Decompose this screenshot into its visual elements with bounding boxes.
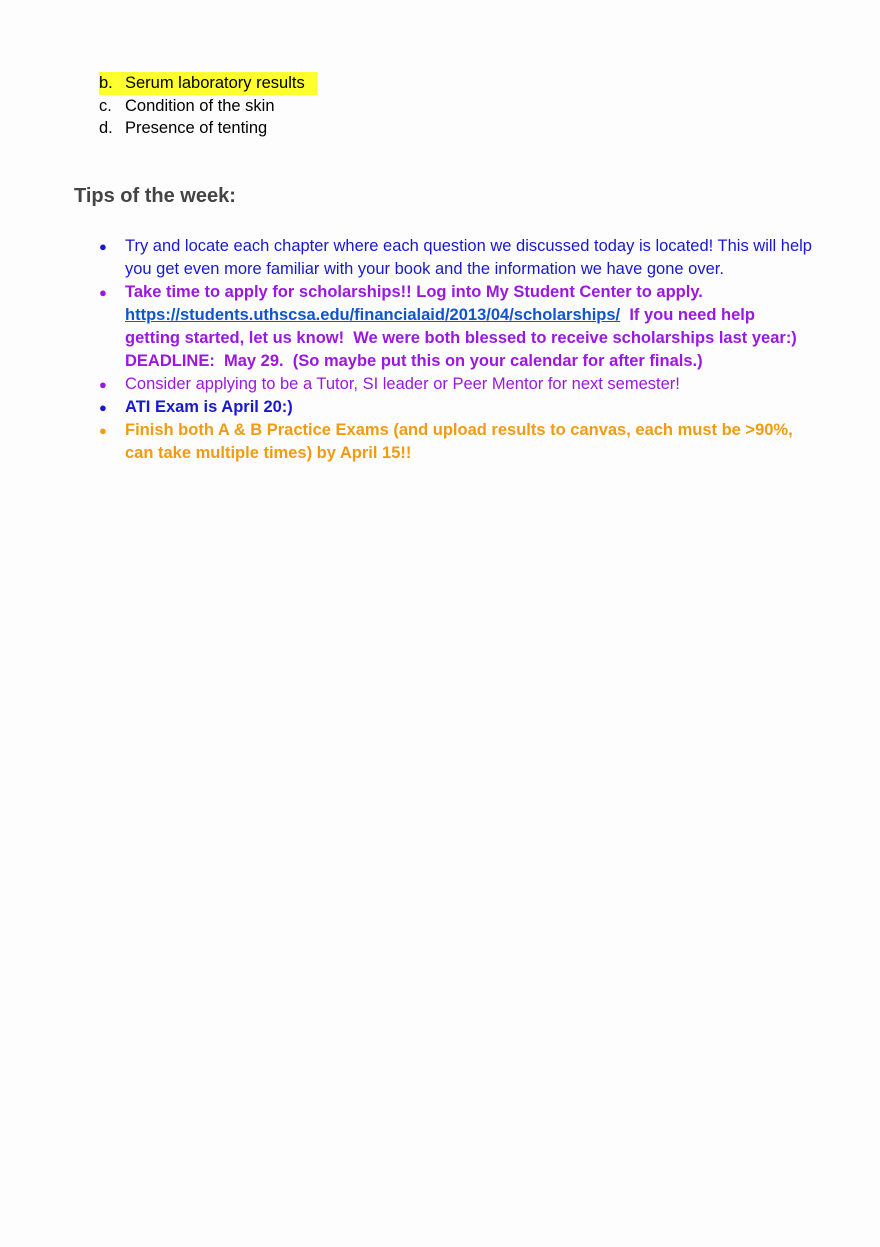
tip-item — [99, 235, 814, 281]
option-text: Condition of the skin — [125, 96, 275, 115]
option-text: Presence of tenting — [125, 119, 268, 137]
option-letter: b. — [99, 74, 113, 92]
section-heading: Tips of the week: — [74, 185, 236, 207]
tip-text: ATI Exam is April 20:) — [125, 398, 293, 416]
answer-option-c — [99, 95, 799, 118]
tip-text-part: If you need help getting started, let us know! We were both blessed to receive scholarships last year:) DEADLINE: May 29. (So maybe put this on your calendar for after finals.) — [125, 306, 802, 370]
answer-options — [99, 72, 799, 140]
tip-item — [99, 419, 814, 465]
option-letter: d. — [99, 119, 113, 137]
scholarships-link[interactable]: https://students.uthscsa.edu/financialaid/2013/04/scholarships/ — [125, 306, 621, 324]
tip-text — [125, 281, 814, 373]
tip-text: Try and locate each chapter where each question we discussed today is located! This will help you get even more familiar with your book and the information we have gone over. — [125, 237, 812, 278]
answer-option-b — [99, 72, 317, 95]
tips-list — [99, 235, 814, 465]
tip-text: Consider applying to be a Tutor, SI leader or Peer Mentor for next semester! — [125, 375, 680, 393]
bullet-icon: ● — [99, 239, 107, 254]
tip-item — [99, 396, 814, 419]
bullet-icon: ● — [99, 400, 107, 415]
bullet-icon: ● — [99, 377, 107, 392]
answer-option-d — [99, 117, 799, 140]
tip-text-part: Take time to apply for scholarships!! Log into My Student Center to apply. — [125, 283, 703, 301]
tip-text: Finish both A & B Practice Exams (and upload results to canvas, each must be >90%, can take multiple times) by April 15!! — [125, 421, 793, 462]
tip-item — [99, 373, 814, 396]
bullet-icon: ● — [99, 285, 107, 300]
option-text: Serum laboratory results — [125, 74, 305, 92]
bullet-icon: ● — [99, 423, 107, 438]
tip-item — [99, 281, 814, 373]
option-letter: c. — [99, 96, 112, 115]
